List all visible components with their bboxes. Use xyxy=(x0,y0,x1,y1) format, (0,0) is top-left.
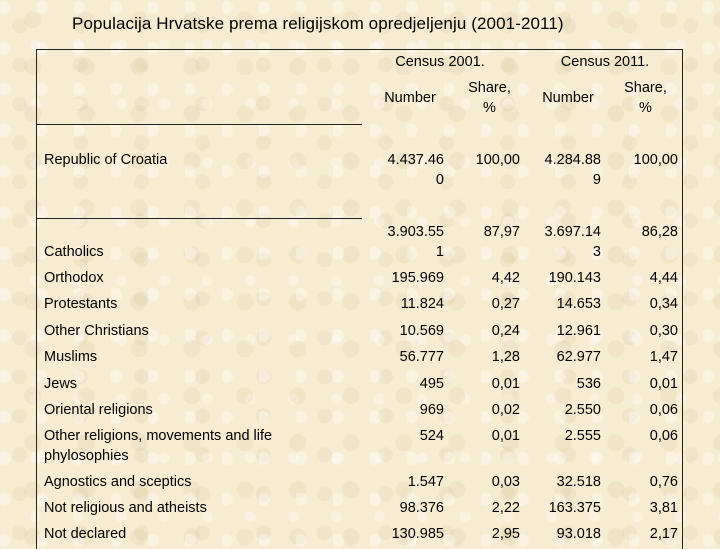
row-label: Other Christians xyxy=(44,323,149,339)
share-2001: 0,01 xyxy=(491,428,520,444)
share-2011: 1,47 xyxy=(649,349,678,365)
number-2001: 969 xyxy=(419,402,444,418)
number-2001: 495 xyxy=(419,376,444,392)
croatia-number-2011: 4.284.88 xyxy=(544,152,601,168)
page-title: Populacija Hrvatske prema religijskom opredjeljenju (2001-2011) xyxy=(72,14,564,33)
number-2011: 14.653 xyxy=(556,296,601,312)
row-label: Not religious and atheists xyxy=(44,500,207,516)
number-2011-header: Number xyxy=(542,90,594,106)
share-2011: 3,81 xyxy=(649,500,678,516)
number-2011: 536 xyxy=(576,376,601,392)
row-label: Not declared xyxy=(44,526,127,542)
number-2001: 11.824 xyxy=(400,296,444,312)
share-2001: 0,02 xyxy=(491,402,520,418)
share-2011: 4,44 xyxy=(649,270,678,286)
share-2011: 0,30 xyxy=(649,323,678,339)
share-2001: 0,03 xyxy=(491,474,520,490)
share-2011: 0,06 xyxy=(649,402,678,418)
number-2011: 163.375 xyxy=(548,500,601,516)
number-2011: 32.518 xyxy=(556,474,601,490)
table-border-left xyxy=(36,49,37,540)
share-2001: 2,95 xyxy=(491,526,520,542)
croatia-number-2001-cont: 0 xyxy=(435,172,444,188)
share-2011: 0,01 xyxy=(649,376,678,392)
share-2001: 0,24 xyxy=(491,323,520,339)
share-2011-header-unit: % xyxy=(639,100,652,116)
number-2001: 195.969 xyxy=(391,270,444,286)
row-label: Muslims xyxy=(44,349,98,365)
row-label-cont: phylosophies xyxy=(44,448,129,464)
croatia-number-2001: 4.437.46 xyxy=(387,152,444,168)
share-2011: 0,76 xyxy=(649,474,678,490)
number-2001: 524 xyxy=(419,428,444,444)
share-2001: 4,42 xyxy=(491,270,520,286)
croatia-share-2001: 100,00 xyxy=(475,152,520,168)
number-2011: 190.143 xyxy=(548,270,601,286)
share-2001: 1,28 xyxy=(491,349,520,365)
croatia-divider xyxy=(36,218,362,219)
header-divider xyxy=(36,124,362,125)
catholics-share-2011: 86,28 xyxy=(641,224,678,240)
census-2001-header: Census 2001. xyxy=(395,54,485,70)
catholics-number-2011: 3.697.14 xyxy=(544,224,601,240)
share-2001: 2,22 xyxy=(491,500,520,516)
number-2011: 2.550 xyxy=(564,402,601,418)
number-2011: 93.018 xyxy=(556,526,601,542)
number-2001: 10.569 xyxy=(399,323,444,339)
catholics-number-2001-cont: 1 xyxy=(435,244,444,260)
number-2011: 2.555 xyxy=(564,428,601,444)
number-2001: 56.777 xyxy=(399,349,444,365)
number-2001: 1.547 xyxy=(407,474,444,490)
croatia-number-2011-cont: 9 xyxy=(592,172,601,188)
catholics-share-2001: 87,97 xyxy=(483,224,520,240)
row-label: Orthodox xyxy=(44,270,104,286)
share-2001-header: Share, xyxy=(468,80,511,96)
number-2011: 62.977 xyxy=(556,349,601,365)
census-2011-header: Census 2011. xyxy=(560,54,650,70)
number-2001: 98.376 xyxy=(399,500,444,516)
share-2011: 0,06 xyxy=(649,428,678,444)
share-2001: 0,27 xyxy=(491,296,520,312)
row-label: Jews xyxy=(44,376,78,392)
catholics-number-2011-cont: 3 xyxy=(592,244,601,260)
number-2001: 130.985 xyxy=(391,526,444,542)
share-2001-header-unit: % xyxy=(483,100,496,116)
share-2011-header: Share, xyxy=(624,80,667,96)
row-label-croatia: Republic of Croatia xyxy=(44,152,168,168)
row-label: Other religions, movements and life xyxy=(44,428,273,444)
row-label: Oriental religions xyxy=(44,402,153,418)
share-2011: 0,34 xyxy=(649,296,678,312)
row-label-catholics: Catholics xyxy=(44,244,104,260)
share-2001: 0,01 xyxy=(491,376,520,392)
row-label: Agnostics and sceptics xyxy=(44,474,192,490)
catholics-number-2001: 3.903.55 xyxy=(387,224,444,240)
croatia-share-2011: 100,00 xyxy=(633,152,678,168)
number-2011: 12.961 xyxy=(556,323,601,339)
number-2001-header: Number xyxy=(384,90,436,106)
row-label: Protestants xyxy=(44,296,118,312)
share-2011: 2,17 xyxy=(649,526,678,542)
